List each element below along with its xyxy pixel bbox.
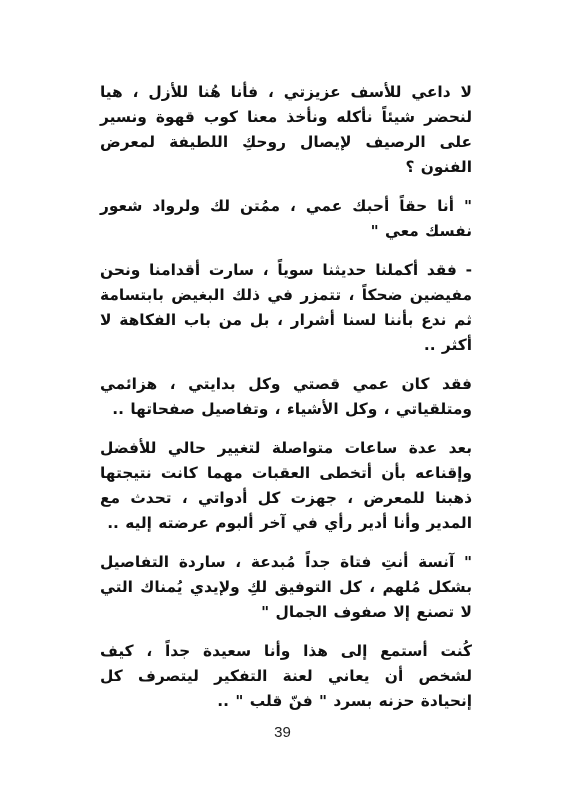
paragraph-1: لا داعي للأسف عزيزتي ، فأنا هُنا للأزل ، هيا لنحضر شيئاً نأكله ونأخذ معنا كوب قهوة ونسير على الرصيف لإيصال روحكِ اللطيفة لمعرض الفنون ؟ (100, 83, 472, 176)
paragraph-7: كُنت أستمع إلى هذا وأنا سعيدة جداً ، كيف لشخص أن يعاني لعنة التفكير ليتصرف كل إنحيادة حزنه بسرد " فنّ قلب " .. (100, 642, 472, 710)
paragraph-4: فقد كان عمي قصتي وكل بدايتي ، هزائمي ومتلقياتي ، وكل الأشياء ، وتفاصيل صفحاتها .. (100, 375, 472, 418)
page-number: 39 (274, 724, 291, 741)
paragraph-5: بعد عدة ساعات متواصلة لتغيير حالي للأفضل وإقناعه بأن أتخطى العقبات مهما كانت نتيجتها ذهبنا للمعرض ، جهزت كل أدواتي ، تحدث مع المدير وأنا أدير رأي في آخر ألبوم عرضته إليه .. (100, 439, 472, 532)
paragraph-2: " أنا حقاً أحبك عمي ، ممُتن لك ولرواد شعور نفسك معي " (100, 197, 472, 240)
paragraph-3: - فقد أكملنا حديثنا سوياً ، سارت أقدامنا ونحن مفيضين ضحكاً ، تتمزر في ذلك البغيض بابتسامة ثم ندع بأننا لسنا أشرار ، بل من باب الفكاهة لا أكثر .. (100, 261, 472, 354)
body-text (100, 80, 472, 728)
paragraph-6: " آنسة أنتِ فتاة جداً مُبدعة ، ساردة التفاصيل بشكل مُلهم ، كل التوفيق لكِ ولإيدي يُمناك التي لا تصنع إلا صفوف الجمال " (100, 553, 472, 621)
